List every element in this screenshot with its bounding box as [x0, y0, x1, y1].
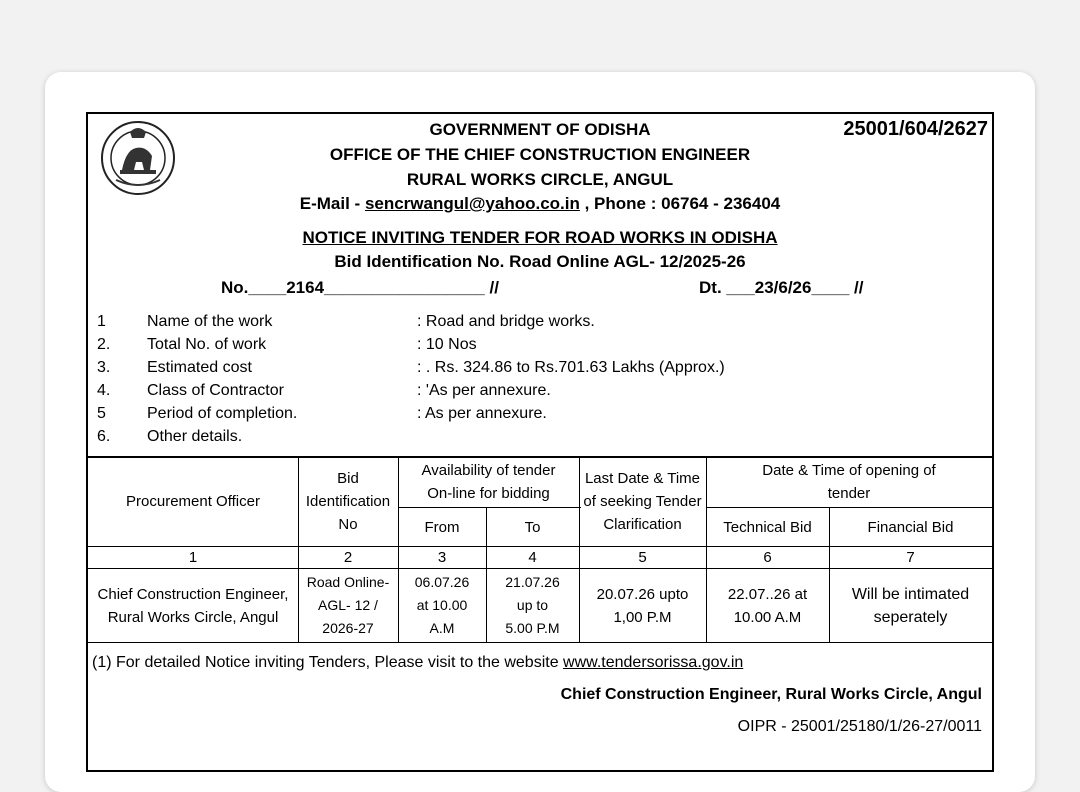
- notice-number: No.____2164_________________ //: [221, 278, 499, 297]
- email-link[interactable]: sencrwangul@yahoo.co.in: [364, 194, 580, 213]
- row-bid-identification: Road Online- AGL- 12 / 2026-27: [306, 574, 390, 636]
- header-last-date: Last Date & Time of seeking Tender Clarification: [583, 470, 702, 533]
- column-number: 7: [906, 549, 915, 566]
- website-prefix: (1) For detailed Notice inviting Tenders, Please visit to the website: [92, 654, 564, 671]
- header-from: From: [424, 518, 460, 536]
- row-last-date: 20.07.26 upto 1,00 P.M: [596, 585, 689, 626]
- header-opening-date: Date & Time of opening of tender: [762, 462, 936, 502]
- office-title: OFFICE OF THE CHIEF CONSTRUCTION ENGINEER: [329, 145, 751, 164]
- tender-notice: [86, 112, 994, 772]
- detail-value: : 10 Nos: [417, 336, 477, 353]
- row-procurement-officer: Chief Construction Engineer, Rural Works Circle, Angul: [97, 585, 289, 626]
- detail-value: : 'As per annexure.: [417, 382, 551, 399]
- email-label: E-Mail -: [299, 194, 365, 213]
- detail-value: : As per annexure.: [417, 405, 547, 422]
- contact-line: [88, 194, 992, 214]
- signature: Chief Construction Engineer, Rural Works Circle, Angul: [560, 686, 982, 703]
- header-technical-bid: Technical Bid: [723, 518, 812, 536]
- header-availability: Availability of tender On-line for bidding: [421, 462, 556, 502]
- detail-label: Other details.: [147, 428, 243, 445]
- website-link[interactable]: www.tendersorissa.gov.in: [563, 654, 744, 671]
- header-financial-bid: Financial Bid: [867, 518, 954, 536]
- column-number: 5: [638, 549, 647, 566]
- detail-num: 2.: [97, 336, 111, 353]
- government-title: GOVERNMENT OF ODISHA: [429, 120, 651, 139]
- row-technical-bid: 22.07..26 at 10.00 A.M: [727, 585, 808, 626]
- phone-text: , Phone : 06764 - 236404: [579, 194, 781, 213]
- row-to: 21.07.26 up to 5.00 P.M: [505, 574, 560, 636]
- detail-label: Estimated cost: [147, 359, 252, 376]
- header-procurement-officer: Procurement Officer: [126, 493, 260, 510]
- notice-date: Dt. ___23/6/26____ //: [699, 278, 864, 297]
- table-bottom-border: [88, 642, 992, 643]
- header-to: To: [524, 518, 541, 536]
- detail-value: : . Rs. 324.86 to Rs.701.63 Lakhs (Approx.): [417, 359, 725, 376]
- detail-label: Class of Contractor: [147, 382, 284, 399]
- detail-label: Name of the work: [147, 313, 273, 330]
- column-number: 3: [437, 549, 447, 566]
- detail-num: 4.: [97, 382, 111, 399]
- detail-label: Period of completion.: [147, 405, 298, 422]
- column-number: 4: [528, 549, 537, 566]
- bid-identification: Bid Identification No. Road Online AGL- 12/2025-26: [334, 252, 746, 271]
- column-number: 1: [188, 549, 198, 566]
- reference-number: 25001/604/2627: [843, 118, 988, 140]
- detail-value: : Road and bridge works.: [417, 313, 595, 330]
- column-number: 6: [763, 549, 772, 566]
- oipr-number: OIPR - 25001/25180/1/26-27/0011: [737, 718, 982, 735]
- header-bid-identification: Bid Identification No: [305, 470, 391, 533]
- circle-title: RURAL WORKS CIRCLE, ANGUL: [406, 170, 674, 189]
- detail-num: 1: [97, 313, 106, 330]
- detail-num: 6.: [97, 428, 111, 445]
- notice-title: NOTICE INVITING TENDER FOR ROAD WORKS IN ODISHA: [302, 228, 778, 247]
- detail-num: 5: [97, 405, 106, 422]
- row-from: 06.07.26 at 10.00 A.M: [414, 574, 470, 636]
- column-number: 2: [343, 549, 353, 566]
- detail-num: 3.: [97, 359, 111, 376]
- row-financial-bid: Will be intimated seperately: [851, 585, 970, 626]
- detail-label: Total No. of work: [147, 336, 267, 353]
- website-line: [92, 654, 743, 672]
